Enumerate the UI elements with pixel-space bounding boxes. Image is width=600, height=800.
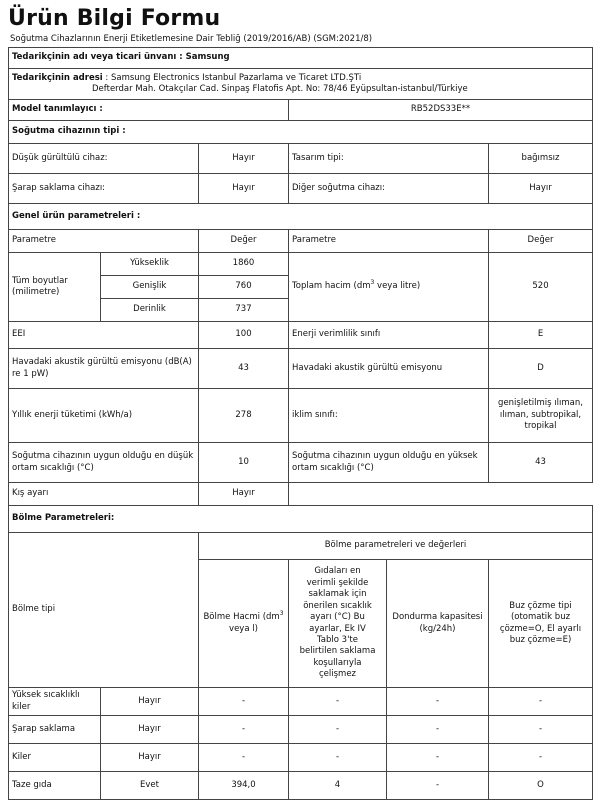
design-type-value: bağımsız	[489, 144, 593, 174]
compartment-volume: -	[199, 744, 289, 772]
table-row	[9, 744, 593, 772]
compartment-defrost: -	[489, 716, 593, 744]
recommended-setting-header: Gıdaları en verimli şekilde saklamak için önerilen sıcaklık ayarı (°C) Bu ayarlar, Ek IV Tablo 3'te belirtilen saklama koşullarıyla çelişmez	[289, 560, 387, 688]
energy-consumption-row	[9, 389, 593, 443]
compartment-defrost: O	[489, 772, 593, 800]
energy-class-label: Enerji verimlilik sınıfı	[289, 322, 489, 349]
noise-class-value: D	[489, 349, 593, 389]
annual-energy-value: 278	[199, 389, 289, 443]
compartments-heading-row	[9, 506, 593, 533]
compartments-heading: Bölme Parametreleri:	[9, 506, 593, 533]
model-label: Model tanımlayıcı :	[9, 100, 289, 121]
appliance-type-heading: Soğutma cihazının tipi :	[9, 121, 593, 144]
general-heading-row	[9, 204, 593, 230]
max-ambient-value: 43	[489, 443, 593, 483]
param-header-right: Parametre	[289, 230, 489, 253]
height-label: Yükseklik	[101, 253, 199, 276]
compartment-present: Hayır	[101, 744, 199, 772]
noise-row	[9, 349, 593, 389]
climate-class-value: genişletilmiş ılıman, ılıman, subtropikal, tropikal	[489, 389, 593, 443]
eei-row	[9, 322, 593, 349]
wine-storage-label: Şarap saklama cihazı:	[9, 174, 199, 204]
low-noise-value: Hayır	[199, 144, 289, 174]
energy-class-value: E	[489, 322, 593, 349]
table-row	[9, 716, 593, 744]
eei-value: 100	[199, 322, 289, 349]
height-value: 1860	[199, 253, 289, 276]
compartment-name: Yüksek sıcaklıklı kiler	[9, 688, 101, 716]
other-appliance-label: Diğer soğutma cihazı:	[289, 174, 489, 204]
model-row	[9, 100, 593, 121]
depth-label: Derinlik	[101, 299, 199, 322]
climate-class-label: iklim sınıfı:	[289, 389, 489, 443]
general-header-row	[9, 230, 593, 253]
freezing-capacity-header: Dondurma kapasitesi (kg/24h)	[387, 560, 489, 688]
compartment-name: Şarap saklama	[9, 716, 101, 744]
total-volume-label: Toplam hacim ($dm^3$ veya litre)	[289, 253, 489, 322]
supplier-address-label: Tedarikçinin adresi	[12, 72, 103, 83]
supplier-address-row	[9, 69, 593, 100]
supplier-address-line1: : Samsung Electronics Istanbul Pazarlama ve Ticaret LTD.ŞTi	[105, 72, 362, 83]
other-appliance-value: Hayır	[489, 174, 593, 204]
table-row	[9, 688, 593, 716]
max-ambient-label: Soğutma cihazının uygun olduğu en yüksek ortam sıcaklığı (°C)	[289, 443, 489, 483]
width-value: 760	[199, 276, 289, 299]
defrost-type-header: Buz çözme tipi (otomatik buz çözme=O, El ayarlı buz çözme=E)	[489, 560, 593, 688]
page-subtitle: Soğutma Cihazlarının Enerji Etiketlemesine Dair Tebliğ (2019/2016/AB) (SGM:2021/8)	[10, 34, 373, 44]
depth-value: 737	[199, 299, 289, 322]
compartment-defrost: -	[489, 688, 593, 716]
supplier-name: Tedarikçinin adı veya ticari ünvanı : Samsung	[9, 48, 593, 69]
compartment-freeze: -	[387, 744, 489, 772]
param-header-left: Parametre	[9, 230, 199, 253]
page-title: Ürün Bilgi Formu	[8, 6, 221, 31]
compartment-setting: -	[289, 744, 387, 772]
winter-setting-value: Hayır	[199, 483, 289, 506]
compartment-setting: 4	[289, 772, 387, 800]
compartment-freeze: -	[387, 688, 489, 716]
noise-emission-label: Havadaki akustik gürültü emisyonu (dB(A) re 1 pW)	[9, 349, 199, 389]
appliance-type-row	[9, 144, 593, 174]
appliance-type-heading-row	[9, 121, 593, 144]
compartment-setting: -	[289, 716, 387, 744]
compartment-volume: -	[199, 688, 289, 716]
general-heading: Genel ürün parametreleri :	[9, 204, 593, 230]
noise-class-label: Havadaki akustik gürültü emisyonu	[289, 349, 489, 389]
compartment-present: Hayır	[101, 716, 199, 744]
model-value: RB52DS33E**	[289, 100, 593, 121]
compartment-present: Hayır	[101, 688, 199, 716]
table-row	[9, 772, 593, 800]
supplier-address	[9, 69, 593, 100]
min-ambient-value: 10	[199, 443, 289, 483]
appliance-type-row	[9, 174, 593, 204]
min-ambient-label: Soğutma cihazının uygun olduğu en düşük ortam sıcaklığı (°C)	[9, 443, 199, 483]
winter-row	[9, 483, 593, 506]
compartment-name: Taze gıda	[9, 772, 101, 800]
width-label: Genişlik	[101, 276, 199, 299]
dimension-row	[9, 253, 593, 276]
compartment-volume: 394,0	[199, 772, 289, 800]
supplier-name-row	[9, 48, 593, 69]
ambient-temp-row	[9, 443, 593, 483]
compartment-setting: -	[289, 688, 387, 716]
annual-energy-label: Yıllık enerji tüketimi (kWh/a)	[9, 389, 199, 443]
compartment-type-label: Bölme tipi	[9, 533, 199, 688]
value-header-left: Değer	[199, 230, 289, 253]
compartment-group-header: Bölme parametreleri ve değerleri	[199, 533, 593, 560]
supplier-address-line2: Defterdar Mah. Otakçılar Cad. Sinpaş Flatofis Apt. No: 78/46 Eyüpsultan-istanbul/Türkiye	[92, 84, 468, 94]
compartment-present: Evet	[101, 772, 199, 800]
low-noise-label: Düşük gürültülü cihaz:	[9, 144, 199, 174]
compartment-freeze: -	[387, 716, 489, 744]
winter-setting-label: Kış ayarı	[9, 483, 199, 506]
total-volume-value: 520	[489, 253, 593, 322]
compartment-defrost: -	[489, 744, 593, 772]
noise-emission-value: 43	[199, 349, 289, 389]
eei-label: EEI	[9, 322, 199, 349]
compartments-group-row	[9, 533, 593, 560]
compartment-volume-header: Bölme Hacmi ($dm^3$ veya l)	[199, 560, 289, 688]
compartment-freeze: -	[387, 772, 489, 800]
value-header-right: Değer	[489, 230, 593, 253]
compartment-volume: -	[199, 716, 289, 744]
product-info-table	[8, 47, 593, 800]
design-type-label: Tasarım tipi:	[289, 144, 489, 174]
wine-storage-value: Hayır	[199, 174, 289, 204]
dimensions-label: Tüm boyutlar (milimetre)	[9, 253, 101, 322]
compartment-name: Kiler	[9, 744, 101, 772]
